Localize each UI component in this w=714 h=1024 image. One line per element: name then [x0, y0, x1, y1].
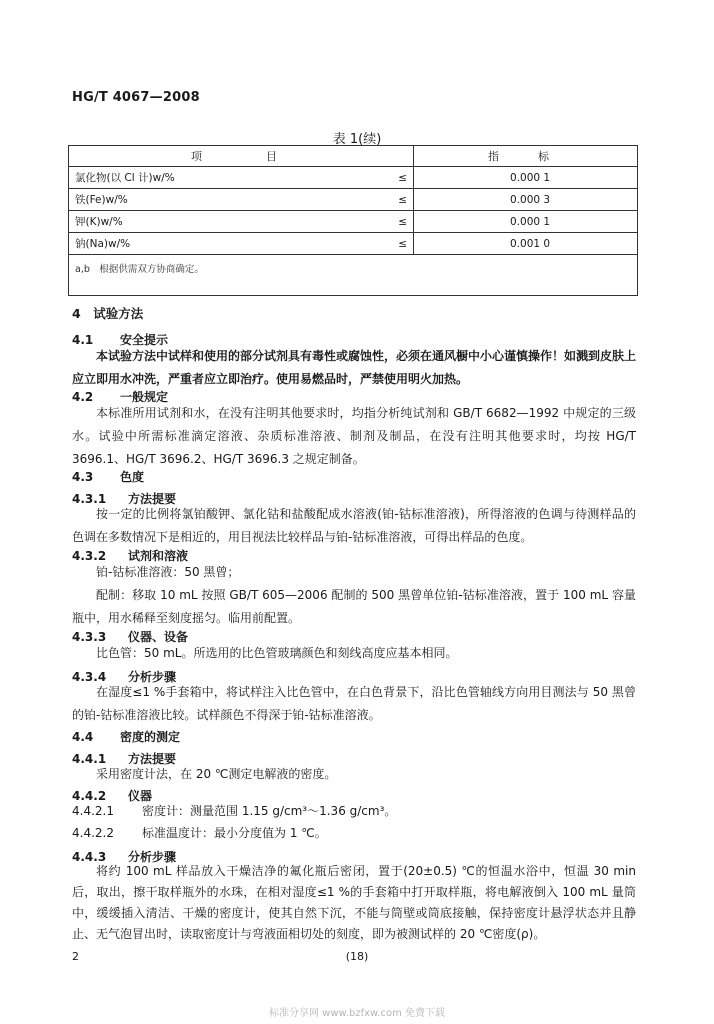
section-title: 方法提要	[128, 752, 177, 766]
row-symbol: ≤	[371, 211, 414, 233]
section-title: 分析步骤	[128, 850, 177, 864]
section-number: 4.4.1	[72, 752, 107, 766]
section-4-heading: 4 试验方法	[72, 306, 144, 321]
table-row	[69, 189, 638, 211]
page-number: 2	[72, 950, 79, 963]
section-title: 试剂和溶液	[128, 549, 189, 563]
section-4-3-2-line1: 铂-钴标准溶液：50 黑曾；	[96, 565, 240, 579]
section-title: 仪器、设备	[128, 630, 189, 644]
section-number: 4.4.3	[72, 850, 107, 864]
section-4-4-2-2-item	[72, 822, 636, 845]
section-4-4-1-text: 采用密度计法，在 20 ℃测定电解液的密度。	[96, 767, 337, 781]
section-4-3-1-text: 按一定的比例将氯铂酸钾、氯化钴和盐酸配成水溶液(铂-钴标准溶液)，所得溶液的色调与待测样品的色调在多数情况下是相近的，用目视法比较样品与铂-钴标准溶液，可得出样品的色度。	[72, 507, 636, 544]
section-title: 仪器	[128, 789, 153, 803]
section-4-3-3-text: 比色管：50 mL。所选用的比色管玻璃颜色和刻线高度应基本相同。	[96, 646, 458, 660]
column-header-item: 项 目	[69, 146, 414, 167]
column-header-spec: 指 标	[414, 146, 638, 167]
row-item: 钠(Na)w/%	[69, 233, 372, 255]
section-title: 方法提要	[128, 492, 177, 506]
row-value: 0.000 3	[414, 189, 638, 211]
section-title: 色度	[120, 470, 145, 484]
table-note-row	[69, 255, 638, 296]
section-4-3-heading	[72, 468, 144, 485]
table-row	[69, 167, 638, 189]
item-text: 密度计：测量范围 1.15 g/cm³～1.36 g/cm³。	[142, 804, 397, 818]
row-symbol: ≤	[371, 189, 414, 211]
item-number: 4.4.2.2	[72, 826, 114, 840]
section-title: 安全提示	[120, 333, 169, 347]
section-number: 4.2	[72, 390, 94, 404]
spec-table	[68, 145, 638, 296]
row-symbol: ≤	[371, 167, 414, 189]
section-4-1-text: 本试验方法中试样和使用的部分试剂具有毒性或腐蚀性，必须在通风橱中小心谨慎操作！如溅到皮肤上应立即用水冲洗，严重者应立即治疗。使用易燃品时，严禁使用明火加热。	[72, 349, 637, 386]
section-4-2-text: 本标准所用试剂和水，在没有注明其他要求时，均指分析纯试剂和 GB/T 6682—1992 中规定的三级水。试验中所需标准滴定溶液、杂质标准溶液、制剂及制品，在没有注明其他要求时，均按 HG/T 3696.1、HG/T 3696.2、HG/T 3696.3 之规定制备。	[72, 406, 636, 466]
table-note: a,b 根据供需双方协商确定。	[69, 255, 638, 296]
section-4-3-2-line2: 配制：移取 10 mL 按照 GB/T 605—2006 配制的 500 黑曾单位铂-钴标准溶液，置于 100 mL 容量瓶中，用水稀释至刻度摇匀。临用前配置。	[72, 588, 636, 625]
section-number: 4.3.2	[72, 549, 107, 563]
section-4-4-3-text: 将约 100 mL 样品放入干燥洁净的氟化瓶后密闭，置于(20±0.5) ℃的恒温水浴中，恒温 30 min 后，取出，擦干取样瓶外的水珠，在相对湿度≤1 %的手套箱中打开取样瓶，将电解液倒入 100 mL 量筒中，缓缓插入清洁、干燥的密度计，使其自然下沉，不能与筒壁或筒底接触，保持密度计悬浮状态并且静止、无气泡冒出时，读取密度计与弯液面相切处的刻度，即为被测试样的 20 ℃密度(ρ)。	[72, 864, 636, 941]
table-header-row	[69, 146, 638, 167]
section-4-4-2-1-item	[72, 800, 636, 823]
table-row	[69, 233, 638, 255]
item-text: 标准温度计：最小分度值为 1 ℃。	[142, 826, 327, 840]
standard-code: HG/T 4067—2008	[72, 90, 200, 105]
section-number: 4.3	[72, 470, 94, 484]
row-value: 0.000 1	[414, 211, 638, 233]
row-value: 0.000 1	[414, 167, 638, 189]
watermark: 标准分享网 www.bzfxw.com 免费下载	[269, 1008, 445, 1019]
section-number: 4.3.3	[72, 630, 107, 644]
section-4-3-4-text: 在湿度≤1 %手套箱中，将试样注入比色管中，在白色背景下，沿比色管轴线方向用目测法与 50 黑曾的铂-钴标准溶液比较。试样颜色不得深于铂-钴标准溶液。	[72, 685, 636, 722]
section-number: 4.3.1	[72, 492, 107, 506]
section-4-4-heading	[72, 728, 180, 745]
row-item: 铁(Fe)w/%	[69, 189, 372, 211]
page-center-number: (18)	[345, 950, 369, 963]
row-item: 氯化物(以 Cl 计)w/%	[69, 167, 372, 189]
row-item: 钾(K)w/%	[69, 211, 372, 233]
section-number: 4.1	[72, 333, 94, 347]
section-number: 4.3.4	[72, 670, 107, 684]
section-title: 一般规定	[120, 390, 169, 404]
section-number: 4.4	[72, 730, 94, 744]
table-caption: 表 1(续)	[332, 132, 382, 147]
section-title: 密度的测定	[120, 730, 181, 744]
row-value: 0.001 0	[414, 233, 638, 255]
section-title: 分析步骤	[128, 670, 177, 684]
row-symbol: ≤	[371, 233, 414, 255]
section-number: 4.4.2	[72, 789, 107, 803]
item-number: 4.4.2.1	[72, 804, 114, 818]
table-row	[69, 211, 638, 233]
